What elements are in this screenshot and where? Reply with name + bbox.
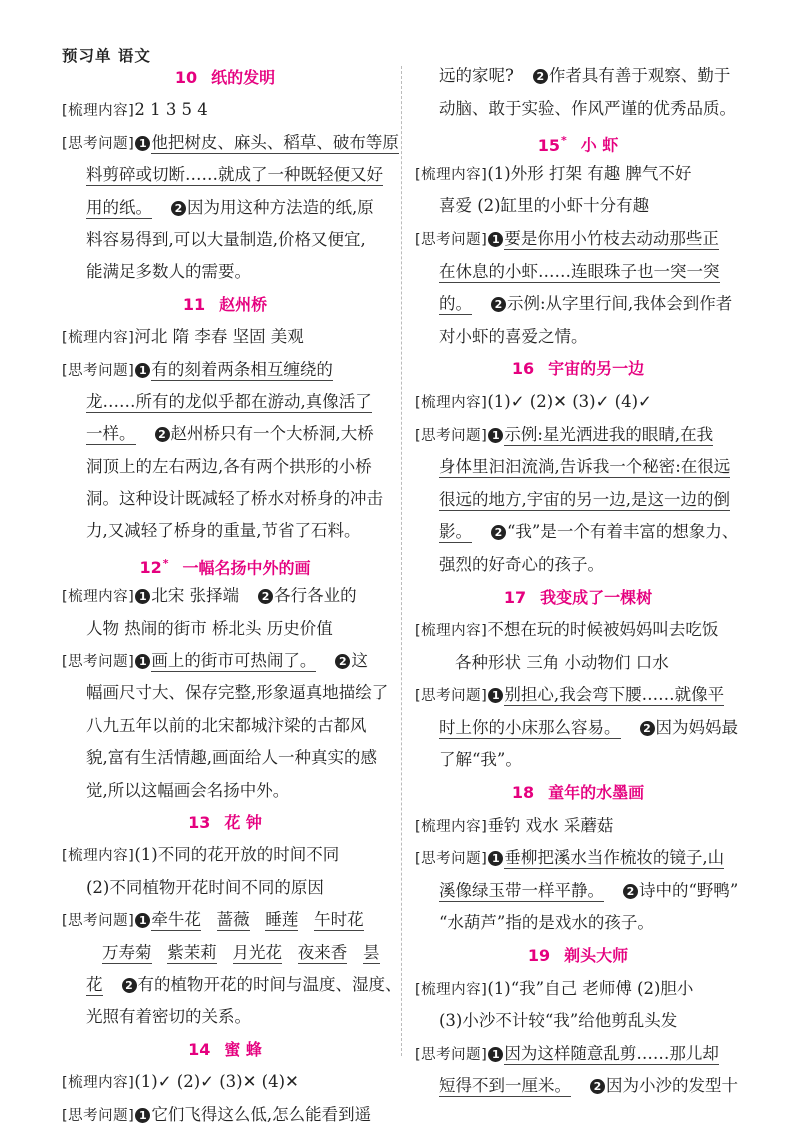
content-text: (1)“我”自己 老师傅 (2)胆小 xyxy=(487,978,694,998)
question-line xyxy=(415,1038,741,1071)
content-line xyxy=(62,872,388,904)
content-line xyxy=(415,1005,741,1038)
marker-one: 1 xyxy=(135,136,150,151)
answer-text: 因为妈妈最 xyxy=(655,717,738,737)
answer-line xyxy=(62,224,388,256)
marker-one: 1 xyxy=(135,589,150,604)
answer-line xyxy=(62,937,388,969)
content-tag: [梳理内容] xyxy=(62,1075,135,1092)
answer-line xyxy=(62,742,388,774)
content-text: (3)小沙不计较“我”给他剪乱头发 xyxy=(439,1011,678,1031)
marker-two: 2 xyxy=(491,297,506,312)
answer-line xyxy=(415,744,741,777)
flower-name: 紫茉莉 xyxy=(167,942,217,962)
content-line xyxy=(415,810,741,843)
answer-text: 有的植物开花的时间与温度、湿度、 xyxy=(137,974,402,994)
answer-line xyxy=(62,192,388,224)
marker-two: 2 xyxy=(171,201,186,216)
marker-one: 1 xyxy=(488,428,503,443)
question-line xyxy=(415,842,741,875)
marker-one: 1 xyxy=(488,851,503,866)
section-heading: 纸的发明 xyxy=(211,68,276,87)
section-title xyxy=(62,548,388,580)
answer-line xyxy=(62,969,402,1001)
question-tag: [思考问题] xyxy=(62,135,135,152)
answer-line xyxy=(415,256,741,289)
question-tag: [思考问题] xyxy=(415,688,488,705)
content-text: 各种形状 三角 小动物们 口水 xyxy=(455,652,669,672)
question-line xyxy=(62,354,388,386)
answer-text: 洞顶上的左右两边,各有两个拱形的小桥 xyxy=(86,456,372,476)
answer-text: 他把树皮、麻头、稻草、破布等原 xyxy=(151,132,399,152)
question-tag: [思考问题] xyxy=(62,1107,135,1124)
question-line xyxy=(62,127,399,159)
section-title xyxy=(415,125,741,158)
section-number: 19 xyxy=(527,946,551,966)
answer-text: 很远的地方,宇宙的另一边,是这一边的倒 xyxy=(439,489,730,509)
answer-text: 远的家呢? xyxy=(439,66,514,85)
content-line xyxy=(62,1066,388,1098)
content-text: (2)不同植物开花时间不同的原因 xyxy=(86,877,324,897)
content-tag: [梳理内容] xyxy=(415,623,488,640)
content-text: (1)✓ (2)✓ (3)✕ (4)✕ xyxy=(134,1072,299,1092)
marker-one: 1 xyxy=(488,688,503,703)
answer-text: 了解“我”。 xyxy=(439,750,522,770)
marker-two: 2 xyxy=(122,978,137,993)
content-text: (1)不同的花开放的时间不同 xyxy=(134,845,340,865)
section-heading: 我变成了一棵树 xyxy=(540,587,653,607)
answer-text: 示例:星光洒进我的眼睛,在我 xyxy=(504,424,714,444)
answer-text: 幅画尺寸大、保存完整,形象逼真地描绘了 xyxy=(86,683,389,703)
section-title xyxy=(415,353,741,386)
answer-line xyxy=(415,1070,741,1103)
answer-text: 动脑、敢于实验、作风严谨的优秀品质。 xyxy=(439,98,736,118)
flower-name: 牵牛花 xyxy=(151,910,201,930)
marker-one: 1 xyxy=(488,1047,503,1062)
marker-one: 1 xyxy=(135,654,150,669)
answer-line xyxy=(415,907,741,940)
right-column xyxy=(415,60,741,1103)
content-tag: [梳理内容] xyxy=(415,981,488,998)
answer-line xyxy=(62,1001,388,1033)
answer-text: 在休息的小虾……连眼珠子也一突一突 xyxy=(439,261,720,281)
content-text: 喜爱 (2)缸里的小虾十分有趣 xyxy=(439,196,650,216)
section-heading: 童年的水墨画 xyxy=(548,783,645,803)
section-heading: 蜜 蜂 xyxy=(224,1039,262,1059)
flower-name: 睡莲 xyxy=(265,910,299,930)
flower-name: 午时花 xyxy=(314,910,364,930)
content-tag: [梳理内容] xyxy=(415,166,488,183)
answer-text: 有的刻着两条相互缠绕的 xyxy=(151,359,333,379)
marker-one: 1 xyxy=(488,232,503,247)
answer-line xyxy=(62,451,388,483)
left-column xyxy=(62,62,402,1131)
answer-line xyxy=(415,516,741,549)
answer-text: 示例:从字里行间,我体会到作者 xyxy=(507,294,733,314)
answer-line xyxy=(62,386,388,418)
content-tag: [梳理内容] xyxy=(62,848,135,865)
answer-line xyxy=(62,483,388,515)
section-number: 16 xyxy=(511,359,535,379)
content-line xyxy=(62,580,388,612)
section-heading: 一幅名扬中外的画 xyxy=(182,558,311,578)
section-heading: 宇宙的另一边 xyxy=(548,359,645,379)
section-number: 12* xyxy=(139,556,169,578)
flower-name: 花 xyxy=(86,974,103,994)
answer-text: 光照有着密切的关系。 xyxy=(86,1007,251,1027)
flower-name: 昙 xyxy=(363,942,380,962)
section-number: 10 xyxy=(174,68,198,87)
content-text: 河北 隋 李春 坚固 美观 xyxy=(134,327,304,347)
section-title xyxy=(62,807,388,839)
answer-text: 作者具有善于观察、勤于 xyxy=(548,66,731,85)
section-number: 11 xyxy=(182,294,206,314)
answer-line xyxy=(415,93,741,126)
answer-text: 画上的街市可热闹了。 xyxy=(151,651,317,671)
question-tag: [思考问题] xyxy=(62,362,135,379)
page-header: 预习单 语文 xyxy=(62,47,151,65)
content-line xyxy=(415,386,741,419)
section-number: 17 xyxy=(503,587,527,607)
content-line xyxy=(62,94,388,126)
answer-line xyxy=(415,288,741,321)
section-number: 14 xyxy=(188,1039,211,1059)
flower-name: 万寿菊 xyxy=(102,942,152,962)
content-text: (1)外形 打架 有趣 脾气不好 xyxy=(487,163,692,183)
section-heading: 花 钟 xyxy=(224,812,262,832)
answer-line xyxy=(415,875,741,908)
marker-two: 2 xyxy=(533,69,548,84)
content-tag: [梳理内容] xyxy=(62,330,135,347)
content-text: 北宋 张择端 xyxy=(151,586,240,606)
section-title xyxy=(62,289,388,321)
content-line xyxy=(62,321,388,353)
answer-line xyxy=(62,677,388,709)
content-tag: [梳理内容] xyxy=(62,103,135,120)
marker-one: 1 xyxy=(135,913,150,928)
content-text: 垂钓 戏水 采蘑菇 xyxy=(487,815,614,835)
marker-one: 1 xyxy=(135,363,150,378)
content-text: 不想在玩的时候被妈妈叫去吃饭 xyxy=(487,620,719,640)
answer-text: 因为这样随意乱剪……那儿却 xyxy=(504,1043,719,1063)
column-divider xyxy=(401,66,402,1056)
answer-line xyxy=(62,710,388,742)
answer-line xyxy=(415,321,741,354)
question-tag: [思考问题] xyxy=(62,913,135,930)
section-heading: 赵州桥 xyxy=(219,294,268,314)
content-tag: [梳理内容] xyxy=(415,818,488,835)
answer-text: 料容易得到,可以大量制造,价格又便宜, xyxy=(86,229,366,249)
section-title xyxy=(415,582,741,615)
answer-line xyxy=(415,549,741,582)
answer-text: 龙……所有的龙似乎都在游动,真像活了 xyxy=(86,391,372,411)
answer-text: 因为用这种方法造的纸,原 xyxy=(187,197,374,217)
answer-line xyxy=(62,515,388,547)
question-line xyxy=(62,645,388,677)
answer-text: 时上你的小床那么容易。 xyxy=(439,717,621,737)
answer-text: 强烈的好奇心的孩子。 xyxy=(439,554,604,574)
answer-line xyxy=(415,451,741,484)
content-text: 2 1 3 5 4 xyxy=(134,100,208,120)
content-line xyxy=(415,190,741,223)
section-number: 13 xyxy=(188,812,211,832)
answer-line xyxy=(415,484,741,517)
section-heading: 剃头大师 xyxy=(564,946,629,966)
content-line xyxy=(62,613,388,645)
answer-line xyxy=(415,712,741,745)
content-line xyxy=(415,973,741,1006)
content-tag: [梳理内容] xyxy=(62,589,135,606)
answer-text: 力,又减轻了桥身的重量,节省了石料。 xyxy=(86,521,361,541)
answer-text: 这 xyxy=(351,651,368,671)
marker-two: 2 xyxy=(335,654,350,669)
section-title xyxy=(62,1034,388,1066)
section-title xyxy=(62,62,388,94)
flower-name: 蔷薇 xyxy=(216,910,250,930)
question-tag: [思考问题] xyxy=(415,851,488,868)
section-heading: 小 虾 xyxy=(580,135,619,155)
answer-text: 因为小沙的发型十 xyxy=(606,1076,738,1096)
marker-two: 2 xyxy=(491,525,506,540)
answer-text: 垂柳把溪水当作梳妆的镜子,山 xyxy=(504,848,725,868)
question-tag: [思考问题] xyxy=(415,231,488,248)
section-title xyxy=(415,940,741,973)
answer-text: 用的纸。 xyxy=(86,197,152,217)
question-line xyxy=(415,679,741,712)
content-line xyxy=(415,158,741,191)
answer-text: 貌,富有生活情趣,画面给人一种真实的感 xyxy=(86,748,377,768)
marker-one: 1 xyxy=(135,1108,150,1123)
answer-line xyxy=(62,256,388,288)
marker-two: 2 xyxy=(623,884,638,899)
content-tag: [梳理内容] xyxy=(415,394,488,411)
answer-text: 赵州桥只有一个大桥洞,大桥 xyxy=(170,424,374,444)
answer-line xyxy=(62,775,388,807)
answer-text: “水葫芦”指的是戏水的孩子。 xyxy=(439,913,654,933)
question-tag: [思考问题] xyxy=(415,1046,488,1063)
question-tag: [思考问题] xyxy=(62,654,135,671)
content-line xyxy=(415,614,741,647)
answer-text: 短得不到一厘米。 xyxy=(439,1076,571,1096)
answer-text: 溪像绿玉带一样平静。 xyxy=(439,880,604,900)
answer-text: 能满足多数人的需要。 xyxy=(86,262,251,282)
answer-text: 它们飞得这么低,怎么能看到遥 xyxy=(151,1104,372,1124)
question-line xyxy=(415,223,741,256)
marker-two: 2 xyxy=(155,427,170,442)
answer-text: 的。 xyxy=(439,294,472,314)
answer-text: 洞。这种设计既减轻了桥水对桥身的冲击 xyxy=(86,489,383,509)
question-line xyxy=(62,1099,388,1131)
section-number: 15* xyxy=(537,134,567,155)
answer-text: 对小虾的喜爱之情。 xyxy=(439,326,588,346)
answer-text: 诗中的“野鸭” xyxy=(639,880,739,900)
content-text: 各行各业的 xyxy=(274,586,357,606)
answer-text: 影。 xyxy=(439,522,472,542)
content-text: 人物 热闹的街市 桥北头 历史价值 xyxy=(86,618,333,638)
question-line xyxy=(415,419,741,452)
content-line xyxy=(62,839,388,871)
section-number: 18 xyxy=(511,783,535,803)
marker-two: 2 xyxy=(258,589,273,604)
answer-line xyxy=(415,60,741,93)
question-line xyxy=(62,904,388,936)
answer-line xyxy=(62,418,388,450)
marker-two: 2 xyxy=(590,1079,605,1094)
answer-text: 一样。 xyxy=(86,424,136,444)
answer-text: 觉,所以这幅画会名扬中外。 xyxy=(86,780,290,800)
marker-two: 2 xyxy=(640,721,655,736)
answer-text: “我”是一个有着丰富的想象力、 xyxy=(507,522,739,542)
answer-text: 身体里汩汩流淌,告诉我一个秘密:在很远 xyxy=(439,457,731,477)
answer-line xyxy=(62,159,388,191)
answer-text: 别担心,我会弯下腰……就像平 xyxy=(504,685,725,705)
question-tag: [思考问题] xyxy=(415,427,488,444)
flower-name: 月光花 xyxy=(232,942,282,962)
content-text: (1)✓ (2)✕ (3)✓ (4)✓ xyxy=(487,391,652,411)
answer-text: 要是你用小竹枝去动动那些正 xyxy=(504,228,719,248)
answer-text: 料剪碎或切断……就成了一种既轻便又好 xyxy=(86,165,383,185)
flower-name: 夜来香 xyxy=(297,942,348,962)
answer-text: 八九五年以前的北宋都城汴梁的古都风 xyxy=(86,715,367,735)
section-title xyxy=(415,777,741,810)
content-line xyxy=(415,647,741,680)
